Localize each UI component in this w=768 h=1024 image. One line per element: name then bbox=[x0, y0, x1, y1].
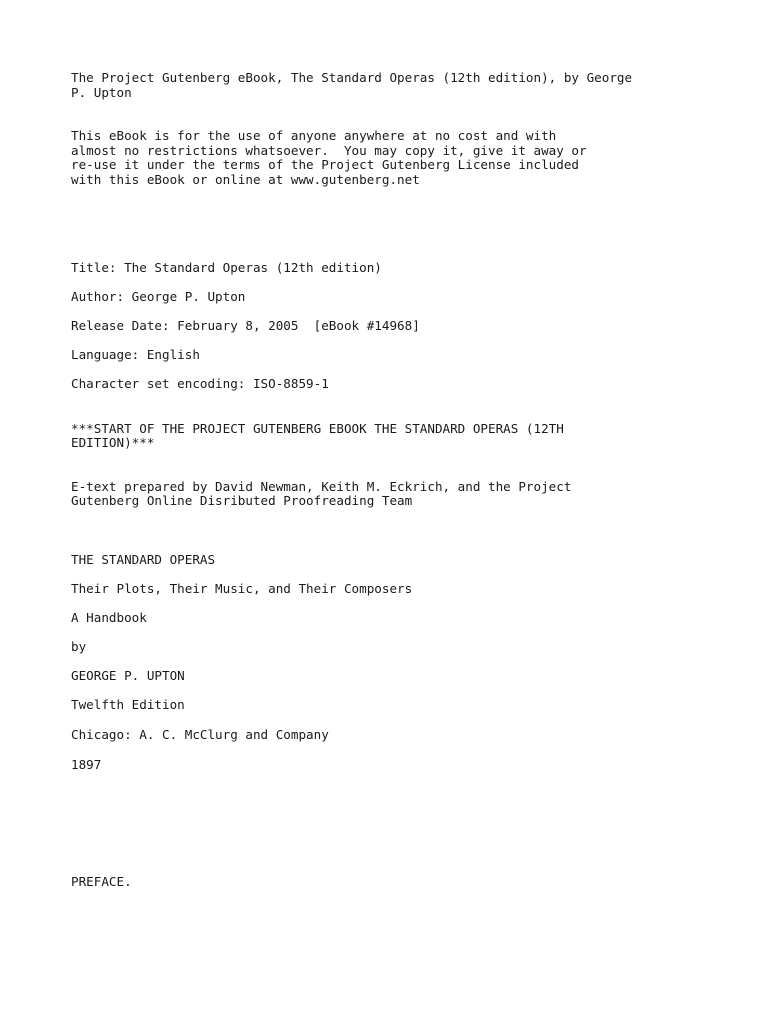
header-line-2: P. Upton bbox=[71, 85, 132, 100]
publisher-label: Chicago: A. C. McClurg and Company bbox=[71, 727, 329, 742]
header-line-1: The Project Gutenberg eBook, The Standard Operas (12th edition), by George bbox=[71, 70, 633, 85]
credits-line-1: E-text prepared by David Newman, Keith M. Eckrich, and the Project bbox=[71, 479, 572, 494]
book-title: THE STANDARD OPERAS bbox=[71, 552, 216, 567]
start-marker-line-1: ***START OF THE PROJECT GUTENBERG EBOOK THE STANDARD OPERAS (12TH bbox=[71, 421, 564, 436]
meta-release-date: Release Date: February 8, 2005 [eBook #14968] bbox=[71, 318, 420, 333]
start-marker-line-2: EDITION)*** bbox=[71, 435, 155, 450]
meta-charset: Character set encoding: ISO-8859-1 bbox=[71, 376, 329, 391]
book-subtitle: Their Plots, Their Music, and Their Composers bbox=[71, 581, 413, 596]
license-line-1: This eBook is for the use of anyone anywhere at no cost and with bbox=[71, 128, 557, 143]
by-label: by bbox=[71, 639, 87, 654]
credits-line-2: Gutenberg Online Disributed Proofreading Team bbox=[71, 493, 413, 508]
book-author: GEORGE P. UPTON bbox=[71, 668, 185, 683]
license-line-4: with this eBook or online at www.gutenberg.net bbox=[71, 172, 420, 187]
handbook-label: A Handbook bbox=[71, 610, 147, 625]
license-line-2: almost no restrictions whatsoever. You may copy it, give it away or bbox=[71, 143, 587, 158]
preface-heading: PREFACE. bbox=[71, 874, 132, 889]
edition-label: Twelfth Edition bbox=[71, 697, 185, 712]
meta-author: Author: George P. Upton bbox=[71, 289, 246, 304]
meta-language: Language: English bbox=[71, 347, 200, 362]
publication-year: 1897 bbox=[71, 757, 102, 772]
meta-title: Title: The Standard Operas (12th edition) bbox=[71, 260, 382, 275]
license-line-3: re-use it under the terms of the Project Gutenberg License included bbox=[71, 157, 579, 172]
